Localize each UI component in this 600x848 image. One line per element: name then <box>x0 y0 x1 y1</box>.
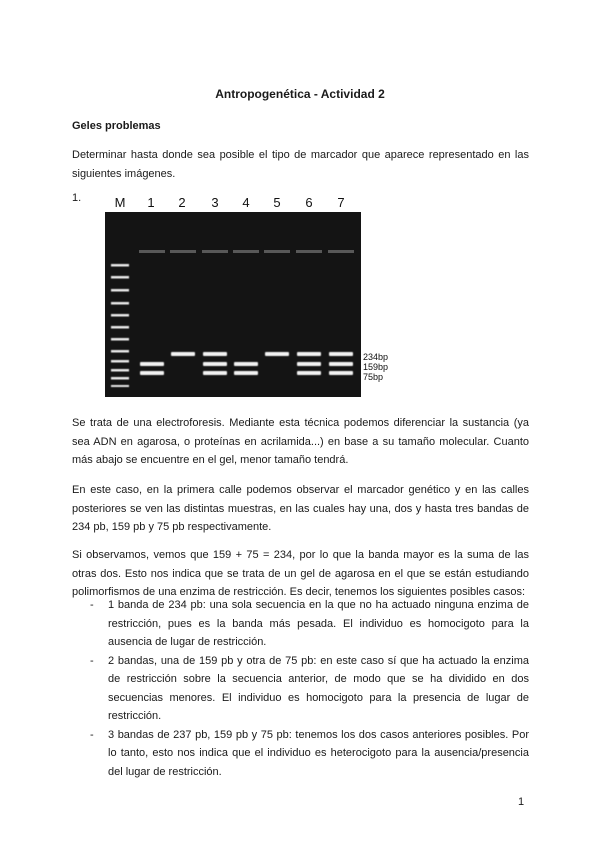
gel-band-lane-3-234bp <box>203 352 227 356</box>
gel-band-lane-7-234bp <box>329 352 353 356</box>
paragraph-electrophoresis: Se trata de una electroforesis. Mediante esta técnica podemos diferenciar la sustancia (ya sea ADN en agarosa, o proteínas en acrilamida...) en base a su tamaño molecular. Cuanto más abajo se encuentre en el gel, menor tamaño tendrá. <box>72 417 529 466</box>
gel-band-lane-3-159bp <box>203 362 227 366</box>
case-text: 1 banda de 234 pb: una sola secuencia en la que no ha actuado ninguna enzima de restricción, pues es la banda más pesada. El individuo es homocigoto para la ausencia de lugar de restricción. <box>108 599 529 648</box>
case-text: 3 bandas de 237 pb, 159 pb y 75 pb: tenemos los dos casos anteriores posibles. Por lo tanto, esto nos indica que el individuo es heterocigoto para la ausencia/presencia del lugar de restricción. <box>108 728 529 778</box>
lane-label-6: 6 <box>305 195 313 210</box>
page-title: Antropogenética - Actividad 2 <box>215 87 385 101</box>
gel-background <box>105 212 361 397</box>
paragraph-lanes: En este caso, en la primera calle podemos observar el marcador genético y en las calles posteriores se ven las distintas muestras, en las cuales hay una, dos y hasta tres bandas de 234 pb, 159 pb y 75 pb respectivamente. <box>72 484 529 533</box>
gel-figure <box>105 192 395 397</box>
lane-label-1: 1 <box>147 195 155 210</box>
cases-list <box>72 596 529 781</box>
size-label-234: 234bp <box>363 352 389 362</box>
gel-band-lane-3-75bp <box>203 371 227 375</box>
gel-image <box>105 192 395 397</box>
size-label-75: 75bp <box>363 372 384 382</box>
list-item <box>72 726 529 782</box>
lane-label-7: 7 <box>337 195 345 210</box>
size-label-159: 159bp <box>363 362 389 372</box>
gel-band-lane-5-234bp <box>265 352 289 356</box>
lane-label-M: M <box>114 195 126 210</box>
list-item <box>72 596 529 652</box>
bullet-dash: - <box>90 599 94 611</box>
gel-band-lane-1-75bp <box>140 371 164 375</box>
intro-paragraph: Determinar hasta donde sea posible el tipo de marcador que aparece representado en las siguientes imágenes. <box>72 149 529 180</box>
paragraph-analysis: Si observamos, vemos que 159 + 75 = 234, por lo que la banda mayor es la suma de las otras dos. Esto nos indica que se trata de un gel de agarosa en el que se están estudiando polimorfismos de una enzima de restricción. Es decir, tenemos los siguientes posibles casos: <box>72 549 529 598</box>
list-item <box>72 652 529 726</box>
lane-label-2: 2 <box>178 195 186 210</box>
gel-band-lane-1-159bp <box>140 362 164 366</box>
gel-band-lane-4-159bp <box>234 362 258 366</box>
gel-band-lane-2-234bp <box>171 352 195 356</box>
page-number: 1 <box>518 796 525 808</box>
item-number: 1. <box>72 192 82 204</box>
gel-wells <box>139 250 354 253</box>
bullet-dash: - <box>90 728 94 741</box>
gel-band-lane-6-234bp <box>297 352 321 356</box>
case-text: 2 bandas, una de 159 pb y otra de 75 pb: en este caso sí que ha actuado la enzima de restricción sobre la secuencia anterior, de modo que se ha dividido en dos secuencias menores. El individuo es homocigoto para la presencia de lugar de restricción. <box>108 654 529 722</box>
gel-band-lane-6-159bp <box>297 362 321 366</box>
bullet-dash: - <box>90 654 94 667</box>
section-heading: Geles problemas <box>72 120 161 132</box>
gel-band-lane-6-75bp <box>297 371 321 375</box>
gel-band-lane-4-75bp <box>234 371 258 375</box>
gel-band-lane-7-159bp <box>329 362 353 366</box>
lane-label-3: 3 <box>211 195 219 210</box>
gel-band-lane-7-75bp <box>329 371 353 375</box>
lane-label-5: 5 <box>273 195 281 210</box>
lane-label-4: 4 <box>242 195 250 210</box>
